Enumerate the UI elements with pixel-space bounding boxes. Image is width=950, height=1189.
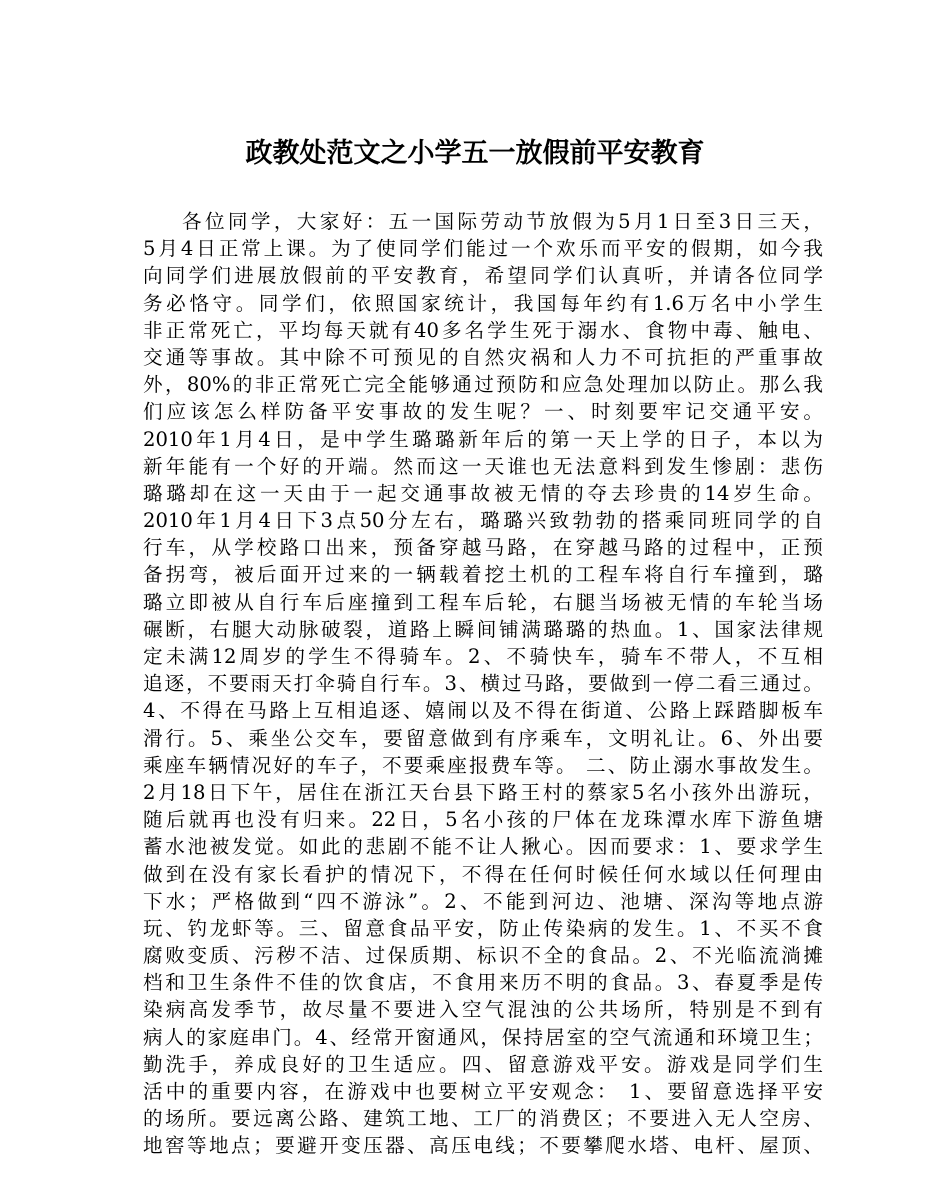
body-text-line: 2010年1月4日下3点50分左右，璐璐兴致勃勃的搭乘同班同学的自 [143, 509, 823, 533]
body-text-line: 活中的重要内容，在游戏中也要树立平安观念： 1、要留意选择平安 [143, 1080, 823, 1103]
body-text-line: 向同学们进展放假前的平安教育，希望同学们认真听，并请各位同学 [143, 264, 823, 288]
body-text-line: 非正常死亡，平均每天就有40多名学生死于溺水、食物中毒、触电、 [143, 318, 823, 342]
body-text-line: 务必恪守。同学们，依照国家统计，我国每年约有1.6万名中小学生 [143, 291, 823, 315]
body-text-line: 蓄水池被发觉。如此的悲剧不能不让人揪心。因而要求：1、要求学生 [143, 835, 823, 859]
body-text-line: 璐璐却在这一天由于一起交通事故被无情的夺去珍贵的14岁生命。 [143, 481, 823, 505]
body-text-line: 随后就再也没有归来。22日，5名小孩的尸体在龙珠潭水库下游鱼塘 [143, 808, 823, 832]
body-text-line: 2010年1月4日，是中学生璐璐新年后的第一天上学的日子，本以为 [143, 427, 823, 451]
body-text-line: 4、不得在马路上互相追逐、嬉闹以及不得在街道、公路上踩踏脚板车 [143, 699, 823, 723]
document-title: 政教处范文之小学五一放假前平安教育 [245, 138, 705, 169]
document-body [143, 208, 823, 1160]
body-text-line: 行车，从学校路口出来，预备穿越马路，在穿越马路的过程中，正预 [143, 536, 823, 560]
body-text-line: 备拐弯，被后面开过来的一辆载着挖土机的工程车将自行车撞到，璐 [143, 563, 823, 587]
body-text-line: 下水；严格做到“四不游泳”。2、不能到河边、池塘、深沟等地点游 [143, 889, 823, 913]
body-text-line: 乘座车辆情况好的车子，不要乘座报费车等。 二、防止溺水事故发生。 [143, 753, 823, 777]
body-text-line: 滑行。5、乘坐公交车，要留意做到有序乘车，文明礼让。6、外出要 [143, 726, 823, 750]
body-text-line: 地窖等地点；要避开变压器、高压电线；不要攀爬水塔、电杆、屋顶、 [143, 1134, 823, 1158]
body-text-line: 腐败变质、污秽不洁、过保质期、标识不全的食品。2、不光临流淌摊 [143, 944, 823, 968]
body-text-line: 的场所。要远离公路、建筑工地、工厂的消费区；不要进入无人空房、 [143, 1107, 823, 1131]
body-text-line: 定未满12周岁的学生不得骑车。2、不骑快车，骑车不带人，不互相 [143, 645, 823, 668]
body-text-line: 各位同学，大家好：五一国际劳动节放假为5月1日至3日三天， [182, 210, 823, 233]
body-text-line: 勤洗手，养成良好的卫生适应。四、留意游戏平安。游戏是同学们生 [143, 1052, 823, 1076]
body-text-line: 碾断，右腿大动脉破裂，道路上瞬间铺满璐璐的热血。1、国家法律规 [143, 617, 823, 641]
body-text-line: 交通等事故。其中除不可预见的自然灾祸和人力不可抗拒的严重事故 [143, 345, 823, 369]
body-text-line: 做到在没有家长看护的情况下，不得在任何时候任何水域以任何理由 [143, 862, 823, 886]
body-text-line: 追逐，不要雨天打伞骑自行车。3、横过马路，要做到一停二看三通过。 [143, 672, 823, 696]
body-text-line: 档和卫生条件不佳的饮食店，不食用来历不明的食品。3、春夏季是传 [143, 971, 823, 995]
body-text-line: 玩、钓龙虾等。三、留意食品平安，防止传染病的发生。1、不买不食 [143, 916, 823, 940]
body-text-line: 外，80%的非正常死亡完全能够通过预防和应急处理加以防止。那么我 [143, 373, 823, 397]
body-text-line: 新年能有一个好的开端。然而这一天谁也无法意料到发生惨剧：悲伤 [143, 454, 823, 478]
body-text-line: 染病高发季节，故尽量不要进入空气混浊的公共场所，特别是不到有 [143, 998, 823, 1022]
body-text-line: 病人的家庭串门。4、经常开窗通风，保持居室的空气流通和环境卫生； [143, 1025, 823, 1049]
body-text-line: 5月4日正常上课。为了使同学们能过一个欢乐而平安的假期，如今我 [143, 237, 823, 261]
body-text-line: 璐立即被从自行车后座撞到工程车后轮，右腿当场被无情的车轮当场 [143, 590, 823, 614]
body-text-line: 2月18日下午，居住在浙江天台县下路王村的蔡家5名小孩外出游玩， [143, 780, 823, 804]
body-text-line: 们应该怎么样防备平安事故的发生呢？一、时刻要牢记交通平安。 [143, 400, 823, 424]
